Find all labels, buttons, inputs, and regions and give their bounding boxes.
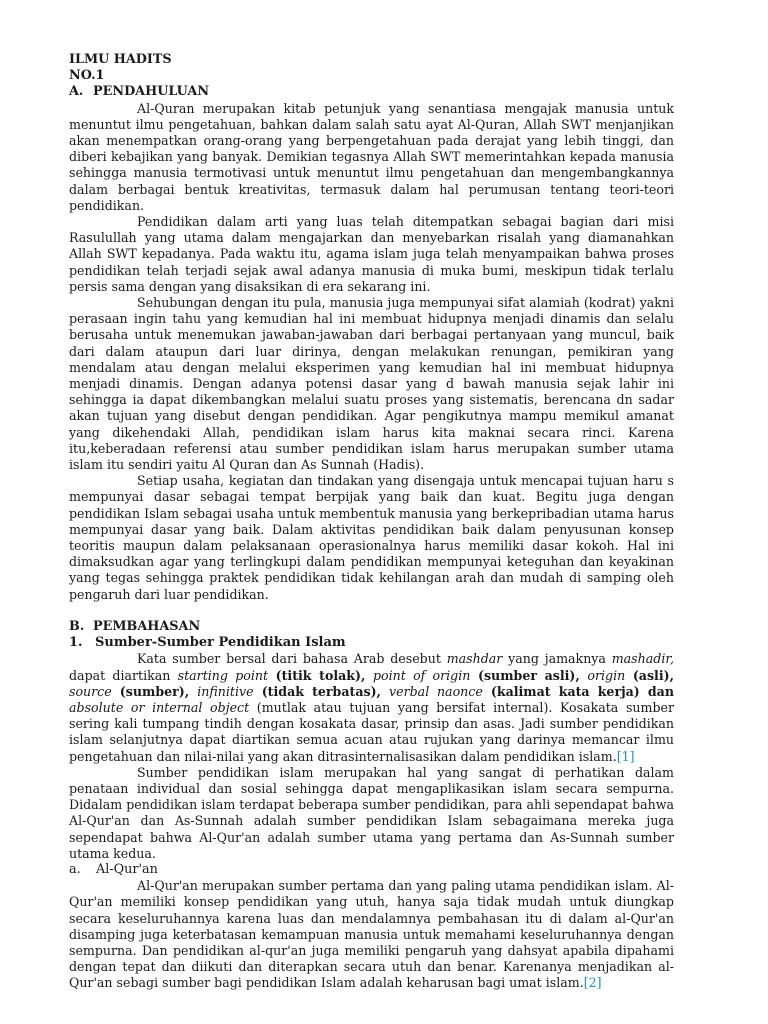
section-b-heading [69,619,674,635]
subsection-a-title: Al-Qur'an [96,862,158,878]
intro-paragraph-1: Al-Quran merupakan kitab petunjuk yang senantiasa mengajak manusia untuk menuntut ilmu pengetahuan, bahkan dalam salah satu ayat Al-Quran, Allah SWT menjanjikan akan menempatkan orang-orang yang berpengetahuan pada derajat yang lebih tinggi, dan diberi kebajikan yang banyak. Demikian tegasnya Allah SWT memerintahkan kepada manusia sehingga manusia termotivasi untuk menuntut ilmu pengetahuan dan mengembangkannya dalam berbagai bentuk kreativitas, termasuk dalam hal perumusan tentang teori-teori pendidikan. [69,100,674,213]
text-run: (mutlak atau tujuan yang bersifat internal). Kosakata sumber sering kali tumpang tindih dengan kosakata dasar, prinsip dan asas. Jadi sumber pendidikan islam selanjutnya dapat diartikan semua acuan atau rujukan yang darinya memancar ilmu pengetahuan dan nilai-nilai yang akan ditrasinternalisasikan dalam pendidikan islam. [69,700,674,764]
footnote-ref-2[interactable]: [2] [583,975,602,991]
footnote-ref-1[interactable]: [1] [616,748,635,764]
text-run: Al-Qur'an merupakan sumber pertama dan yang paling utama pendidikan islam. Al-Qur'an memiliki konsep pendidikan yang utuh, hanya saja tidak mudah untuk diungkap secara keseluruhannya karena luas dan mendalamnya pembahasan itu di dalam al-Qur'an disamping juga keterbatasan kemampuan manusia untuk memahami keseluruhannya dengan sempurna. Dan pendidikan al-qur'an juga memiliki pengaruh yang dahsyat apabila dipahami dengan tepat dan diikuti dan diterapkan secara utuh dan benar. Karenanya menjadikan al-Qur'an sebagi sumber bagi pendidikan Islam adalah keharusan bagi umat islam. [69,878,674,991]
intro-paragraph-2: Pendidikan dalam arti yang luas telah ditempatkan sebagai bagian dari misi Rasulullah yang utama dalam mengajarkan dan menyebarkan risalah yang diamanahkan Allah SWT kepadanya. Pada waktu itu, agama islam juga telah menyampaikan bahwa proses pendidikan telah terjadi sejak awal adanya manusia di muka bumi, meskipun tidak terlalu persis sama dengan yang disaksikan di era sekarang ini. [69,213,674,294]
document-number: NO.1 [69,68,105,84]
term-mashdar: mashdar [446,651,503,667]
text-run: (tidak terbatas), [253,683,390,699]
section-gap [69,603,674,619]
subsection-1-title: Sumber-Sumber Pendidikan Islam [95,635,346,651]
document-page [69,52,674,992]
term-source: source [69,683,112,699]
term-mashadir: mashadir, [611,651,674,667]
subsection-a-number: a. [69,862,81,878]
text-run: (sumber asli), [470,667,588,683]
text-run: dapat diartikan [69,667,178,683]
section-a-heading [69,84,674,100]
subsection-a-heading [69,862,674,878]
section-b-number: B. [69,619,85,635]
term-infinitive: infinitive [197,683,254,699]
text-run: (asli), [625,667,674,683]
text-run: yang jamaknya [502,651,612,667]
intro-paragraph-4: Setiap usaha, kegiatan dan tindakan yang disengaja untuk mencapai tujuan haru s mempunyai dasar sebagai tempat berpijak yang baik dan kuat. Begitu juga dengan pendidikan Islam sebagai usaha untuk membentuk manusia yang berkepribadian utama harus mempunyai dasar yang baik. Dalam aktivitas pendidikan baik dalam penyusunan konsep teoritis maupun dalam pelaksanaan operasionalnya harus memiliki dasar kokoh. Hal ini dimaksudkan agar yang terlingkupi dalam pendidikan mempunyai keteguhan dan keyakinan yang tegas sehingga praktek pendidikan tidak kehilangan arah dan mudah di samping oleh pengaruh dari luar pendidikan. [69,473,674,602]
term-origin: origin [587,667,626,683]
quran-paragraph-1 [69,878,674,991]
term-starting-point: starting point [177,667,269,683]
subsection-1-number: 1. [69,635,83,651]
section-b-title: PEMBAHASAN [93,619,201,635]
sources-paragraph-1 [69,651,674,764]
term-verbal-naonce: verbal naonce [389,683,483,699]
text-run: (sumber), [111,683,198,699]
document-title: ILMU HADITS [69,52,172,67]
term-absolute-object: absolute or internal object [69,700,250,716]
text-run: (kalimat kata kerja) dan [482,683,674,699]
text-run: (titik tolak), [268,667,373,683]
subsection-1-heading [69,635,674,651]
section-a-number: A. [69,84,84,100]
term-point-of-origin: point of origin [373,667,471,683]
section-a-title: PENDAHULUAN [93,84,210,100]
sources-paragraph-2: Sumber pendidikan islam merupakan hal yang sangat di perhatikan dalam penataan individual dan sosial sehingga dapat mengaplikasikan islam secara sempurna. Didalam pendidikan islam terdapat beberapa sumber pendidikan, para ahli sependapat bahwa Al-Qur'an dan As-Sunnah adalah sumber pendidikan Islam sebagaimana mereka juga sependapat bahwa Al-Qur'an adalah sumber utama yang pertama dan As-Sunnah sumber utama kedua. [69,764,674,861]
text-run: Kata sumber bersal dari bahasa Arab desebut [137,651,447,667]
intro-paragraph-3: Sehubungan dengan itu pula, manusia juga mempunyai sifat alamiah (kodrat) yakni perasaan ingin tahu yang kemudian hal ini membuat hidupnya menjadi dinamis dan selalu berusaha untuk menemukan jawaban-jawaban dari berbagai pertanyaan yang muncul, baik dari dalam ataupun dari luar dirinya, dengan melakukan renungan, pemikiran yang mendalam atau dengan melalui eksperimen yang kemudian hal ini membuat hidupnya menjadi dinamis. Dengan adanya potensi dasar yang d bawah manusia sejak lahir ini sehingga ia dapat dikembangkan melalui suatu proses yang sistematis, berencana dn sadar akan tujuan yang disebut dengan pendidikan. Agar pengikutnya mampu memikul amanat yang dikehendaki Allah, pendidikan islam harus kita maknai secara rinci. Karena itu,keberadaan referensi atau sumber pendidikan islam harus merupakan sumber utama islam itu sendiri yaitu Al Quran dan As Sunnah (Hadis). [69,295,674,473]
